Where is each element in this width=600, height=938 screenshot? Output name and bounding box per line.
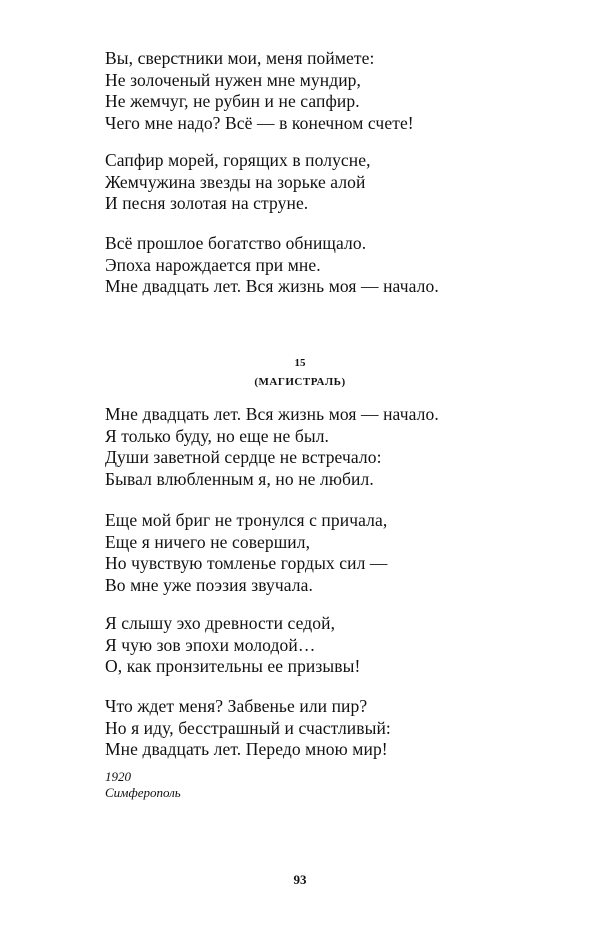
verse-line: Во мне уже поэзия звучала.: [105, 574, 313, 595]
verse-line: Но я иду, бесстрашный и счастливый:: [105, 717, 391, 738]
verse-line: Не жемчуг, не рубин и не сапфир.: [105, 91, 360, 111]
prev-stanza-1: [105, 48, 575, 134]
poem-place: Симферополь: [105, 785, 181, 800]
verse-line: Эпоха нарождается при мне.: [105, 254, 321, 275]
verse-line: Мне двадцать лет. Передо мною мир!: [105, 739, 388, 759]
verse-line: Что ждет меня? Забвенье или пир?: [105, 696, 368, 716]
verse-line: Всё прошлое богатство обнищало.: [105, 233, 367, 253]
verse-line: О, как пронзительны ее призывы!: [105, 656, 361, 676]
page-number: 93: [293, 872, 307, 887]
poem-stanza-2: [105, 510, 575, 596]
poem-number: 15: [294, 357, 306, 369]
verse-line: Сапфир морей, горящих в полусне,: [105, 150, 371, 170]
prev-stanza-2: [105, 150, 575, 215]
poem-year: 1920: [105, 769, 131, 784]
verse-line: Мне двадцать лет. Вся жизнь моя — начало.: [105, 404, 439, 424]
verse-line: Я чую зов эпохи молодой…: [105, 634, 316, 655]
poem-subtitle: (МАГИСТРАЛЬ): [254, 376, 346, 388]
verse-line: Я слышу эхо древности седой,: [105, 613, 336, 633]
verse-line: Но чувствую томленье гордых сил —: [105, 553, 388, 573]
poem-stanza-4: [105, 696, 575, 761]
verse-line: Бывал влюбленным я, но не любил.: [105, 468, 374, 489]
verse-line: Я только буду, но еще не был.: [105, 425, 330, 446]
poem-stanza-1: [105, 404, 575, 490]
poem-stanza-3: [105, 613, 575, 678]
verse-line: Еще я ничего не совершил,: [105, 531, 311, 552]
verse-line: Мне двадцать лет. Вся жизнь моя — начало.: [105, 276, 439, 296]
prev-stanza-3: [105, 233, 575, 298]
verse-line: Души заветной сердце не встречало:: [105, 447, 382, 467]
verse-line: Чего мне надо? Всё — в конечном счете!: [105, 112, 414, 133]
verse-line: И песня золотая на струне.: [105, 193, 309, 213]
verse-line: Жемчужина звезды на зорьке алой: [105, 171, 366, 192]
verse-line: Вы, сверстники мои, меня поймете:: [105, 48, 375, 68]
verse-line: Еще мой бриг не тронулся с причала,: [105, 510, 388, 530]
verse-line: Не золоченый нужен мне мундир,: [105, 69, 361, 90]
